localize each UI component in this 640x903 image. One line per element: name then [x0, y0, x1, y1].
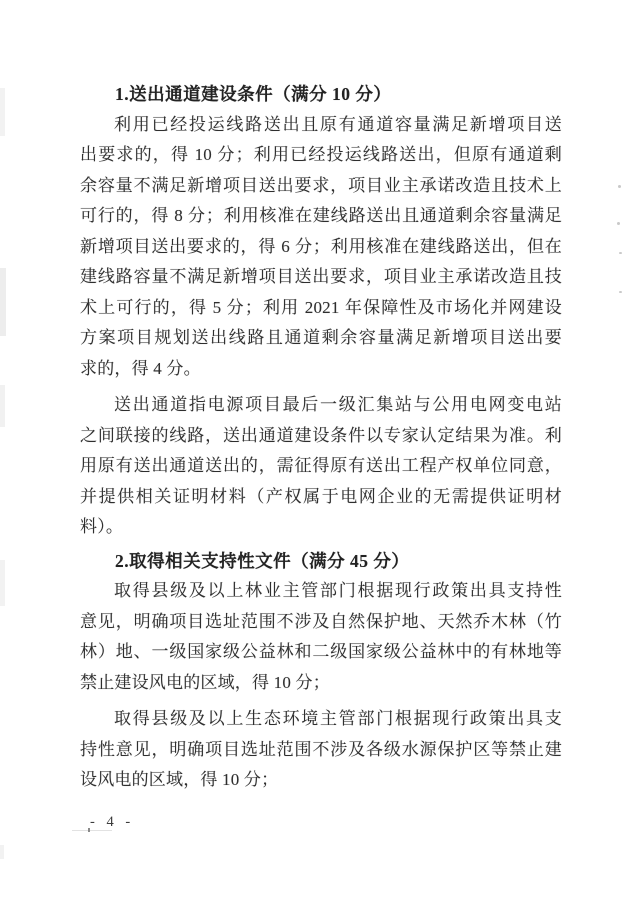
text-line: 送出通道指电源项目最后一级汇集站与公用电网变电站: [114, 395, 562, 414]
text-line: 并提供相关证明材料（产权属于电网企业的无需提供证明材: [80, 486, 562, 506]
text-line: 方案项目规划送出线路且通道剩余容量满足新增项目送出要: [80, 328, 562, 347]
text-line: 取得县级及以上生态环境主管部门根据现行政策出具支: [114, 709, 562, 728]
document-content: [80, 79, 562, 796]
text-line: 设风电的区域，得 10 分；: [80, 770, 279, 789]
text-line: 新增项目送出要求的，得 6 分；利用核准在建线路送出，但在: [80, 236, 562, 256]
text-line: 取得县级及以上林业主管部门根据现行政策出具支持性: [114, 581, 562, 600]
scan-speck: [619, 291, 622, 293]
scan-smudge: [72, 830, 112, 831]
scan-edge-artifact: [0, 385, 5, 427]
text-line: 禁止建设风电的区域，得 10 分；: [80, 672, 330, 692]
paragraph: [80, 390, 562, 543]
scan-speck: [619, 252, 622, 254]
scan-edge-artifact: [0, 845, 4, 859]
text-line: 持性意见，明确项目选址范围不涉及各级水源保护区等禁止建: [80, 739, 562, 759]
text-line: 求的，得 4 分。: [80, 358, 201, 378]
scan-smudge-tick: [88, 828, 90, 832]
scan-edge-artifact: [0, 560, 5, 606]
text-line: 意见，明确项目选址范围不涉及自然保护地、天然乔木林（竹: [80, 611, 562, 631]
scan-speck: [618, 185, 621, 188]
page-number: - 4 -: [90, 814, 135, 830]
text-line: 出要求的，得 10 分；利用已经投运线路送出，但原有通道剩: [80, 145, 562, 164]
text-line: 林）地、一级国家级公益林和二级国家级公益林中的有林地等: [80, 642, 562, 661]
text-line: 余容量不满足新增项目送出要求，项目业主承诺改造且技术上: [80, 175, 562, 195]
paragraph: [80, 704, 562, 796]
text-line: 建线路容量不满足新增项目送出要求，项目业主承诺改造且技: [80, 267, 562, 286]
section-heading: 1.送出通道建设条件（满分 10 分）: [115, 84, 392, 104]
text-line: 术上可行的，得 5 分；利用 2021 年保障性及市场化并网建设: [80, 297, 562, 317]
text-line: 之间联接的线路，送出通道建设条件以专家认定结果为准。利: [80, 425, 562, 445]
text-line: 用原有送出通道送出的，需征得原有送出工程产权单位同意，: [80, 456, 562, 475]
paragraph: [80, 576, 562, 698]
paragraph: [80, 110, 562, 385]
scan-edge-artifact: [0, 268, 6, 336]
scan-speck: [617, 222, 620, 225]
text-line: 可行的，得 8 分；利用核准在建线路送出且通道剩余容量满足: [80, 206, 562, 225]
scan-edge-artifact: [0, 88, 5, 136]
section-heading: 2.取得相关支持性文件（满分 45 分）: [115, 550, 410, 571]
text-line: 料）。: [80, 517, 124, 536]
text-line: 利用已经投运线路送出且原有通道容量满足新增项目送: [114, 114, 562, 134]
